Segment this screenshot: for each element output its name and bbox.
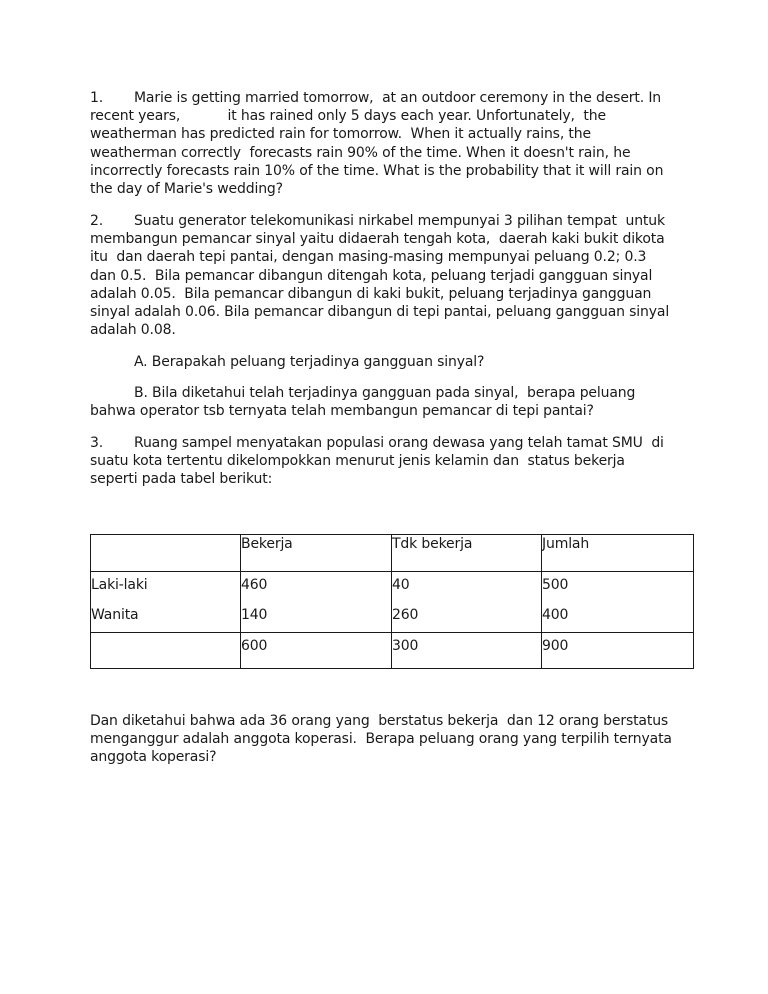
cell-value: 400: [542, 607, 569, 624]
cell-value: 140: [241, 607, 268, 624]
q2b-line: B. Bila diketahui telah terjadinya gangguan pada sinyal, berapa peluang: [134, 385, 636, 401]
q2a-text: A. Berapakah peluang terjadinya gangguan sinyal?: [134, 354, 485, 370]
q2-line: adalah 0.05. Bila pemancar dibangun di kaki bukit, peluang terjadinya gangguan: [90, 285, 652, 302]
q2-line: membangun pemancar sinyal yaitu didaerah tengah kota, daerah kaki bukit dikota: [90, 231, 665, 248]
table-total-cell: [91, 633, 241, 669]
question-1: [90, 89, 690, 198]
q1-line: recent years, it has rained only 5 days each year. Unfortunately, the: [90, 108, 606, 125]
table-header-cell: [91, 535, 241, 572]
row-label-wanita: Wanita: [91, 607, 139, 624]
q1-line: 1. Marie is getting married tomorrow, at an outdoor ceremony in the desert. In: [90, 90, 662, 106]
table-header-cell: [241, 535, 392, 572]
header-bekerja: Bekerja: [241, 536, 293, 552]
total-bekerja: 600: [241, 638, 268, 654]
q1-line: weatherman has predicted rain for tomorrow. When it actually rains, the: [90, 126, 591, 143]
total-tdk-bekerja: 300: [392, 638, 419, 654]
question-2b: [90, 384, 690, 420]
q2b-line: bahwa operator tsb ternyata telah membangun pemancar di tepi pantai?: [90, 403, 594, 420]
table-total-row: [91, 633, 694, 669]
q3-followup-line: anggota koperasi?: [90, 749, 217, 766]
row-label-laki-laki: Laki-laki: [91, 577, 148, 593]
header-jumlah: Jumlah: [542, 536, 590, 552]
cell-value: 460: [241, 577, 268, 593]
table-header-row: [91, 535, 694, 572]
cell-value: 40: [392, 577, 410, 593]
q3-line: 3. Ruang sampel menyatakan populasi orang dewasa yang telah tamat SMU di: [90, 435, 664, 451]
table-total-cell: [241, 633, 392, 669]
q2-line: sinyal adalah 0.06. Bila pemancar dibangun di tepi pantai, peluang gangguan sinyal: [90, 304, 670, 321]
cell-value: 500: [542, 577, 569, 593]
q3-line: seperti pada tabel berikut:: [90, 471, 273, 488]
q2-line: dan 0.5. Bila pemancar dibangun ditengah kota, peluang terjadi gangguan sinyal: [90, 267, 653, 284]
q1-line: incorrectly forecasts rain 10% of the time. What is the probability that it will rain on: [90, 162, 664, 179]
question-2a: [90, 353, 690, 371]
cell-value: 260: [392, 607, 419, 624]
table-cell-jumlah: [542, 572, 694, 633]
q2-line: adalah 0.08.: [90, 322, 176, 339]
q1-line: the day of Marie's wedding?: [90, 181, 283, 198]
q3-followup-line: Dan diketahui bahwa ada 36 orang yang berstatus bekerja dan 12 orang berstatus: [90, 713, 669, 729]
question-2: [90, 212, 690, 339]
q2-line: 2. Suatu generator telekomunikasi nirkabel mempunyai 3 pilihan tempat untuk: [90, 213, 665, 229]
question-3-followup: [90, 712, 690, 767]
question-3: [90, 434, 690, 489]
header-tdk-bekerja: Tdk bekerja: [392, 536, 473, 552]
q1-line: weatherman correctly forecasts rain 90% of the time. When it doesn't rain, he: [90, 144, 631, 161]
table-row: [91, 572, 694, 633]
table-header-cell: [542, 535, 694, 572]
table-total-cell: [392, 633, 542, 669]
table-cell-tdk-bekerja: [392, 572, 542, 633]
table-cell-labels: [91, 572, 241, 633]
q2-line: itu dan daerah tepi pantai, dengan masing-masing mempunyai peluang 0.2; 0.3: [90, 249, 647, 266]
q3-followup-line: menganggur adalah anggota koperasi. Berapa peluang orang yang terpilih ternyata: [90, 731, 672, 748]
q3-line: suatu kota tertentu dikelompokkan menurut jenis kelamin dan status bekerja: [90, 453, 625, 470]
employment-table: [90, 534, 694, 669]
total-jumlah: 900: [542, 638, 569, 654]
table-cell-bekerja: [241, 572, 392, 633]
table-header-cell: [392, 535, 542, 572]
table-total-cell: [542, 633, 694, 669]
